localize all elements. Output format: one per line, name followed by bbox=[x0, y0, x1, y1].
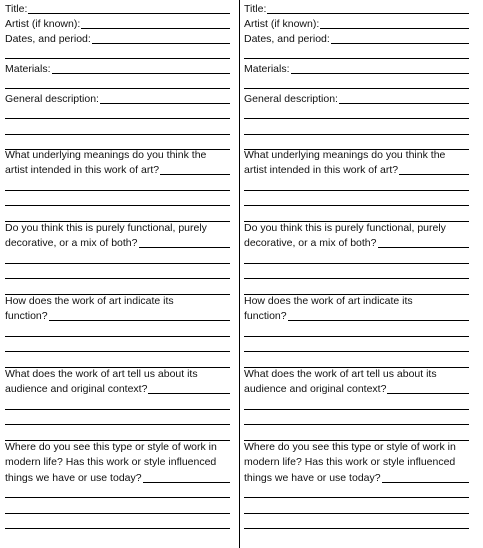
question-text: What does the work of art tell us about its bbox=[5, 367, 198, 380]
general-description-label: General description: bbox=[5, 92, 99, 105]
question-text: What underlying meanings do you think the bbox=[5, 148, 207, 161]
artist-label: Artist (if known): bbox=[244, 17, 320, 30]
question-text: modern life? Has this work or style influenced bbox=[244, 456, 456, 468]
answer-line[interactable] bbox=[244, 266, 469, 282]
question-text: How does the work of art indicate its bbox=[244, 294, 413, 307]
answer-line[interactable] bbox=[244, 106, 469, 122]
column-divider bbox=[239, 0, 240, 548]
dates-label: Dates, and period: bbox=[244, 32, 330, 45]
answer-line[interactable] bbox=[244, 500, 469, 516]
answer-line[interactable] bbox=[244, 121, 469, 137]
answer-line[interactable] bbox=[244, 177, 469, 193]
function-question[interactable] bbox=[5, 292, 230, 370]
question-text: Do you think this is purely functional, purely bbox=[244, 221, 446, 234]
answer-line[interactable] bbox=[5, 76, 230, 92]
question-text: Where do you see this type or style of work in bbox=[5, 440, 217, 453]
question-text: What underlying meanings do you think the bbox=[244, 148, 446, 161]
question-text: decorative, or a mix of both? bbox=[244, 237, 377, 249]
audience-question[interactable] bbox=[5, 365, 230, 443]
materials-field[interactable] bbox=[5, 60, 230, 91]
answer-line[interactable] bbox=[5, 339, 230, 355]
answer-line[interactable] bbox=[5, 500, 230, 516]
dates-field[interactable] bbox=[244, 30, 469, 61]
answer-line[interactable] bbox=[5, 46, 230, 62]
answer-line[interactable] bbox=[244, 339, 469, 355]
dates-field[interactable] bbox=[5, 30, 230, 61]
answer-line[interactable] bbox=[244, 76, 469, 92]
question-text: What does the work of art tell us about its bbox=[244, 367, 437, 380]
question-text: artist intended in this work of art? bbox=[5, 164, 160, 176]
answer-line[interactable] bbox=[5, 323, 230, 339]
question-text: artist intended in this work of art? bbox=[244, 164, 399, 176]
question-text: decorative, or a mix of both? bbox=[5, 237, 138, 249]
modern-life-question[interactable] bbox=[244, 438, 469, 531]
general-description-field[interactable] bbox=[5, 90, 230, 152]
question-text: audience and original context? bbox=[244, 383, 387, 395]
functional-question[interactable] bbox=[244, 219, 469, 297]
answer-line[interactable] bbox=[5, 516, 230, 532]
meanings-question[interactable] bbox=[244, 146, 469, 224]
title-field[interactable] bbox=[5, 0, 230, 16]
answer-line[interactable] bbox=[5, 250, 230, 266]
answer-line[interactable] bbox=[5, 193, 230, 209]
right-column bbox=[244, 0, 469, 548]
answer-line[interactable] bbox=[5, 177, 230, 193]
answer-line[interactable] bbox=[244, 250, 469, 266]
question-text: How does the work of art indicate its bbox=[5, 294, 174, 307]
general-description-label: General description: bbox=[244, 92, 338, 105]
answer-line[interactable] bbox=[5, 121, 230, 137]
general-description-field[interactable] bbox=[244, 90, 469, 152]
answer-line[interactable] bbox=[244, 323, 469, 339]
question-text: modern life? Has this work or style influenced bbox=[5, 456, 217, 468]
title-label: Title: bbox=[244, 2, 267, 15]
materials-label: Materials: bbox=[244, 62, 290, 75]
question-text: function? bbox=[244, 310, 287, 322]
question-text: things we have or use today? bbox=[5, 471, 142, 484]
meanings-question[interactable] bbox=[5, 146, 230, 224]
question-text: audience and original context? bbox=[5, 383, 148, 395]
answer-line[interactable] bbox=[244, 46, 469, 62]
answer-line[interactable] bbox=[244, 516, 469, 532]
artist-label: Artist (if known): bbox=[5, 17, 81, 30]
answer-line[interactable] bbox=[244, 412, 469, 428]
answer-line[interactable] bbox=[5, 266, 230, 282]
materials-label: Materials: bbox=[5, 62, 51, 75]
answer-line[interactable] bbox=[244, 485, 469, 501]
left-column bbox=[5, 0, 230, 548]
question-text: Where do you see this type or style of work in bbox=[244, 440, 456, 453]
artist-field[interactable] bbox=[5, 15, 230, 31]
question-text: Do you think this is purely functional, purely bbox=[5, 221, 207, 234]
functional-question[interactable] bbox=[5, 219, 230, 297]
modern-life-question[interactable] bbox=[5, 438, 230, 531]
answer-line[interactable] bbox=[5, 106, 230, 122]
answer-line[interactable] bbox=[244, 193, 469, 209]
artist-field[interactable] bbox=[244, 15, 469, 31]
answer-line[interactable] bbox=[5, 485, 230, 501]
title-label: Title: bbox=[5, 2, 28, 15]
materials-field[interactable] bbox=[244, 60, 469, 91]
answer-line[interactable] bbox=[5, 396, 230, 412]
answer-line[interactable] bbox=[244, 396, 469, 412]
function-question[interactable] bbox=[244, 292, 469, 370]
audience-question[interactable] bbox=[244, 365, 469, 443]
question-text: things we have or use today? bbox=[244, 471, 381, 484]
answer-line[interactable] bbox=[5, 412, 230, 428]
question-text: function? bbox=[5, 310, 48, 322]
dates-label: Dates, and period: bbox=[5, 32, 91, 45]
title-field[interactable] bbox=[244, 0, 469, 16]
